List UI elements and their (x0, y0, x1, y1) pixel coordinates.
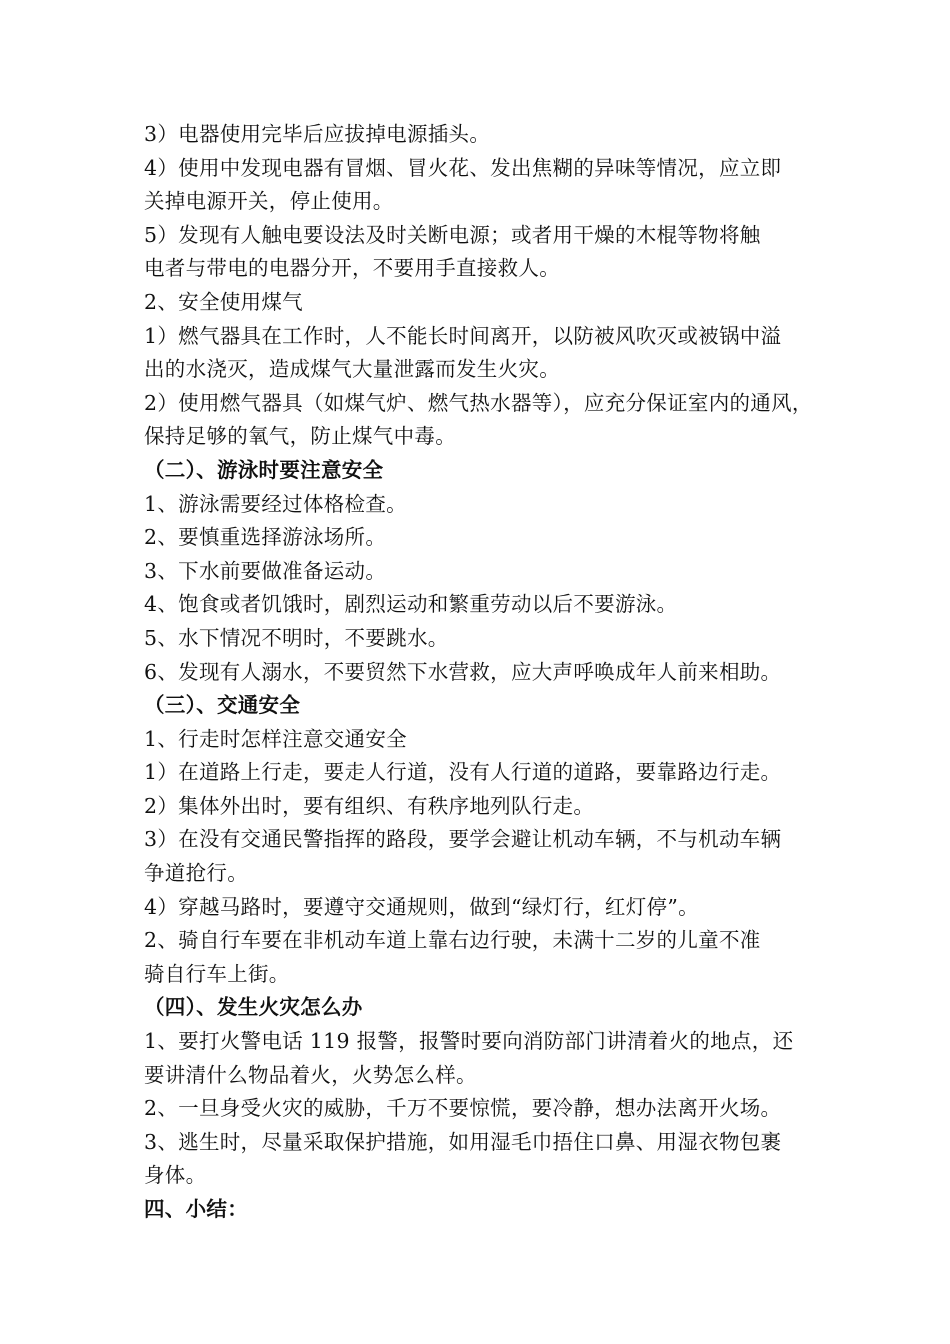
body-line: 1、要打火警电话 119 报警，报警时要向消防部门讲清着火的地点，还 (144, 1029, 794, 1054)
body-line: 3、逃生时，尽量采取保护措施，如用湿毛巾捂住口鼻、用湿衣物包裹 (144, 1129, 782, 1154)
body-line: 1）在道路上行走，要走人行道，没有人行道的道路，要靠路边行走。 (144, 760, 782, 785)
section-heading-summary: 四、小结： (144, 1197, 248, 1221)
body-line: 3）在没有交通民警指挥的路段，要学会避让机动车辆，不与机动车辆 (144, 827, 782, 852)
section-heading-fire: （四）、发生火灾怎么办 (144, 995, 363, 1020)
body-line: 电者与带电的电器分开，不要用手直接救人。 (144, 256, 560, 281)
body-line: 6、发现有人溺水，不要贸然下水营救，应大声呼唤成年人前来相助。 (144, 659, 782, 684)
body-line: 2）使用燃气器具（如煤气炉、燃气热水器等），应充分保证室内的通风， (144, 390, 813, 415)
body-line: 3）电器使用完毕后应拔掉电源插头。 (144, 122, 491, 146)
body-line: 骑自行车上街。 (144, 961, 290, 986)
section-heading-swimming: （二）、游泳时要注意安全 (144, 457, 384, 482)
body-line: 1、游泳需要经过体格检查。 (144, 491, 407, 516)
body-line: 4）使用中发现电器有冒烟、冒火花、发出焦糊的异味等情况，应立即 (144, 155, 782, 180)
section-heading-traffic: （三）、交通安全 (144, 693, 301, 718)
body-line: 1、行走时怎样注意交通安全 (144, 726, 407, 751)
body-line: 争道抢行。 (144, 861, 248, 886)
body-line: 2、骑自行车要在非机动车道上靠右边行驶，未满十二岁的儿童不准 (144, 928, 761, 953)
body-line: 4、饱食或者饥饿时，剧烈运动和繁重劳动以后不要游泳。 (144, 592, 678, 617)
body-line: 保持足够的氧气，防止煤气中毒。 (144, 424, 456, 449)
body-line: 3、下水前要做准备运动。 (144, 558, 387, 583)
body-line: 1）燃气器具在工作时，人不能长时间离开，以防被风吹灭或被锅中溢 (144, 323, 782, 348)
body-line: 5）发现有人触电要设法及时关断电源；或者用干燥的木棍等物将触 (144, 222, 761, 247)
body-line: 要讲清什么物品着火，火势怎么样。 (144, 1062, 477, 1087)
body-line: 关掉电源开关，停止使用。 (144, 189, 394, 214)
body-line: 2）集体外出时，要有组织、有秩序地列队行走。 (144, 793, 595, 818)
body-line: 5、水下情况不明时，不要跳水。 (144, 625, 449, 650)
body-line: 4）穿越马路时，要遵守交通规则，做到“绿灯行，红灯停”。 (144, 894, 699, 919)
body-line: 2、要慎重选择游泳场所。 (144, 525, 387, 550)
body-line: 出的水浇灭，造成煤气大量泄露而发生火灾。 (144, 357, 560, 382)
document-body (144, 118, 844, 1227)
body-line: 2、一旦身受火灾的威胁，千万不要惊慌，要冷静，想办法离开火场。 (144, 1096, 782, 1121)
body-line: 身体。 (144, 1163, 207, 1188)
body-line: 2、安全使用煤气 (144, 289, 303, 314)
